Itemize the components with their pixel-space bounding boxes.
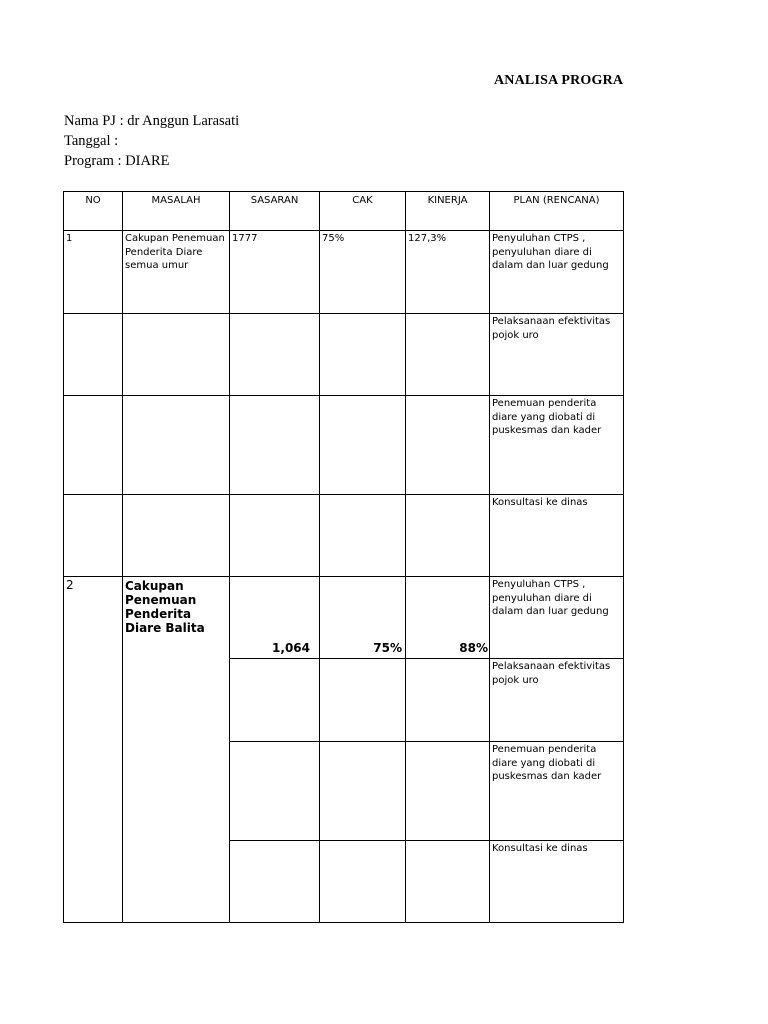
header-plan: PLAN (RENCANA) (490, 192, 624, 231)
row2-cak: 75% (373, 641, 402, 655)
empty-cell (230, 659, 320, 742)
row1-cak: 75% (320, 231, 406, 314)
row2-plan-1: Penyuluhan CTPS , penyuluhan diare di dalam dan luar gedung (490, 577, 624, 659)
empty-cell (123, 495, 230, 577)
row1-no: 1 (64, 231, 123, 314)
empty-cell (230, 742, 320, 841)
empty-cell (406, 495, 490, 577)
empty-cell (320, 396, 406, 495)
empty-cell (123, 314, 230, 396)
empty-cell (230, 396, 320, 495)
row2-no: 2 (64, 577, 123, 923)
row1-plan-1: Penyuluhan CTPS , penyuluhan diare di dalam dan luar gedung (490, 231, 624, 314)
row2-plan-2: Pelaksanaan efektivitas pojok uro (490, 659, 624, 742)
empty-cell (406, 841, 490, 923)
empty-cell (320, 314, 406, 396)
row2-plan-4: Konsultasi ke dinas (490, 841, 624, 923)
row2-plan-3: Penemuan penderita diare yang diobati di puskesmas dan kader (490, 742, 624, 841)
empty-cell (320, 495, 406, 577)
header-no: NO (64, 192, 123, 231)
empty-cell (320, 742, 406, 841)
row1-plan-3: Penemuan penderita diare yang diobati di puskesmas dan kader (490, 396, 624, 495)
program: Program : DIARE (64, 153, 170, 169)
nama-pj: Nama PJ : dr Anggun Larasati (64, 113, 240, 129)
empty-cell (64, 396, 123, 495)
empty-cell (64, 314, 123, 396)
empty-cell (123, 396, 230, 495)
row1-masalah: Cakupan Penemuan Penderita Diare semua umur (123, 231, 230, 314)
row2-masalah: Cakupan Penemuan Penderita Diare Balita (123, 577, 230, 923)
empty-cell (230, 314, 320, 396)
empty-cell (230, 841, 320, 923)
empty-cell (406, 659, 490, 742)
header-kinerja: KINERJA (406, 192, 490, 231)
empty-cell (64, 495, 123, 577)
row1-kinerja: 127,3% (406, 231, 490, 314)
header-masalah: MASALAH (123, 192, 230, 231)
document-title: ANALISA PROGRA (494, 73, 623, 88)
empty-cell (406, 396, 490, 495)
row1-sasaran: 1777 (230, 231, 320, 314)
empty-cell (230, 495, 320, 577)
header-cak: CAK (320, 192, 406, 231)
row1-plan-4: Konsultasi ke dinas (490, 495, 624, 577)
row2-sasaran: 1,064 (272, 641, 310, 655)
header-sasaran: SASARAN (230, 192, 320, 231)
row1-plan-2: Pelaksanaan efektivitas pojok uro (490, 314, 624, 396)
empty-cell (320, 659, 406, 742)
empty-cell (406, 314, 490, 396)
empty-cell (320, 841, 406, 923)
tanggal: Tanggal : (64, 133, 119, 149)
row2-kinerja: 88% (459, 641, 488, 655)
analysis-table (63, 191, 624, 923)
empty-cell (406, 742, 490, 841)
